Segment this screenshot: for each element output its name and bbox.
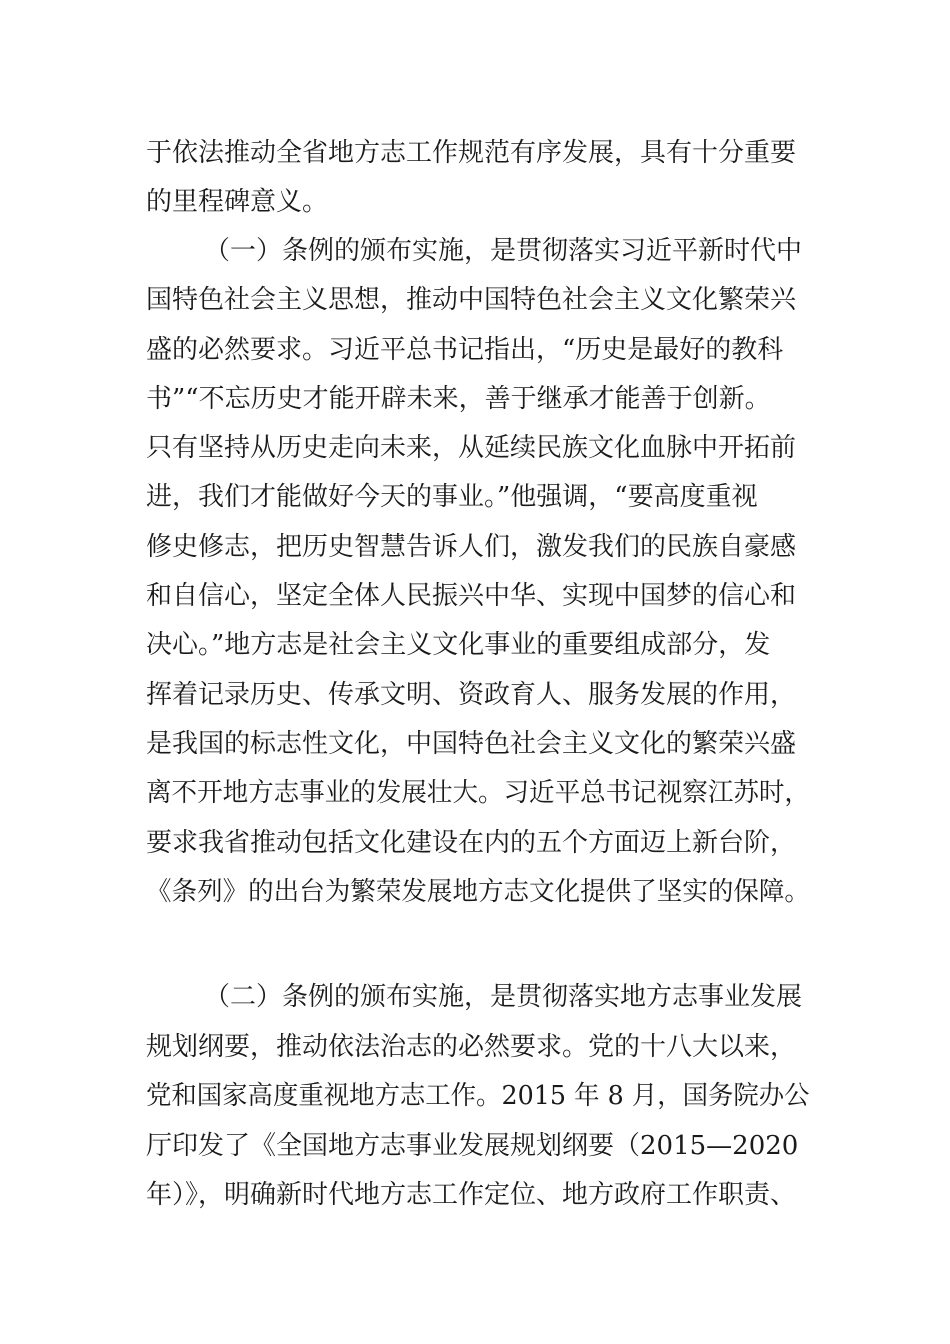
text-line-16: 《条列》的出台为繁荣发展地方志文化提供了坚实的保障。 [146, 877, 810, 907]
text-line-1: 于依法推动全省地方志工作规范有序发展，具有十分重要 [146, 138, 797, 168]
text-line-20: 厅印发了《全国地方志事业发展规划纲要（2015—2020 [146, 1131, 799, 1161]
paragraph-2-start: （二）条例的颁布实施，是贯彻落实地方志事业发展 [204, 982, 803, 1012]
text-line-10: 和自信心，坚定全体人民振兴中华、实现中国梦的信心和 [146, 581, 797, 611]
text-line-8: 进，我们才能做好今天的事业。”他强调，“要高度重视 [146, 482, 758, 512]
text-line-21: 年）》，明确新时代地方志工作定位、地方政府工作职责、 [146, 1180, 797, 1210]
text-line-14: 离不开地方志事业的发展壮大。习近平总书记视察江苏时， [146, 778, 810, 808]
text-line-9: 修史修志，把历史智慧告诉人们，激发我们的民族自豪感 [146, 532, 797, 562]
paragraph-1-start: （一）条例的颁布实施，是贯彻落实习近平新时代中 [204, 236, 803, 266]
text-line-13: 是我国的标志性文化，中国特色社会主义文化的繁荣兴盛 [146, 729, 797, 759]
text-line-19: 党和国家高度重视地方志工作。2015 年 8 月，国务院办公 [146, 1081, 810, 1111]
text-line-12: 挥着记录历史、传承文明、资政育人、服务发展的作用， [146, 680, 797, 710]
text-line-15: 要求我省推动包括文化建设在内的五个方面迈上新台阶， [146, 828, 797, 858]
text-line-2: 的里程碑意义。 [146, 187, 329, 217]
text-line-18: 规划纲要，推动依法治志的必然要求。党的十八大以来， [146, 1032, 797, 1062]
text-line-6: 书”“不忘历史才能开辟未来，善于继承才能善于创新。 [146, 384, 771, 414]
text-line-7: 只有坚持从历史走向未来，从延续民族文化血脉中开拓前 [146, 433, 797, 463]
text-line-4: 国特色社会主义思想，推动中国特色社会主义文化繁荣兴 [146, 285, 797, 315]
text-line-11: 决心。”地方志是社会主义文化事业的重要组成部分，发 [146, 630, 771, 660]
text-line-5: 盛的必然要求。习近平总书记指出，“历史是最好的教科 [146, 335, 784, 365]
